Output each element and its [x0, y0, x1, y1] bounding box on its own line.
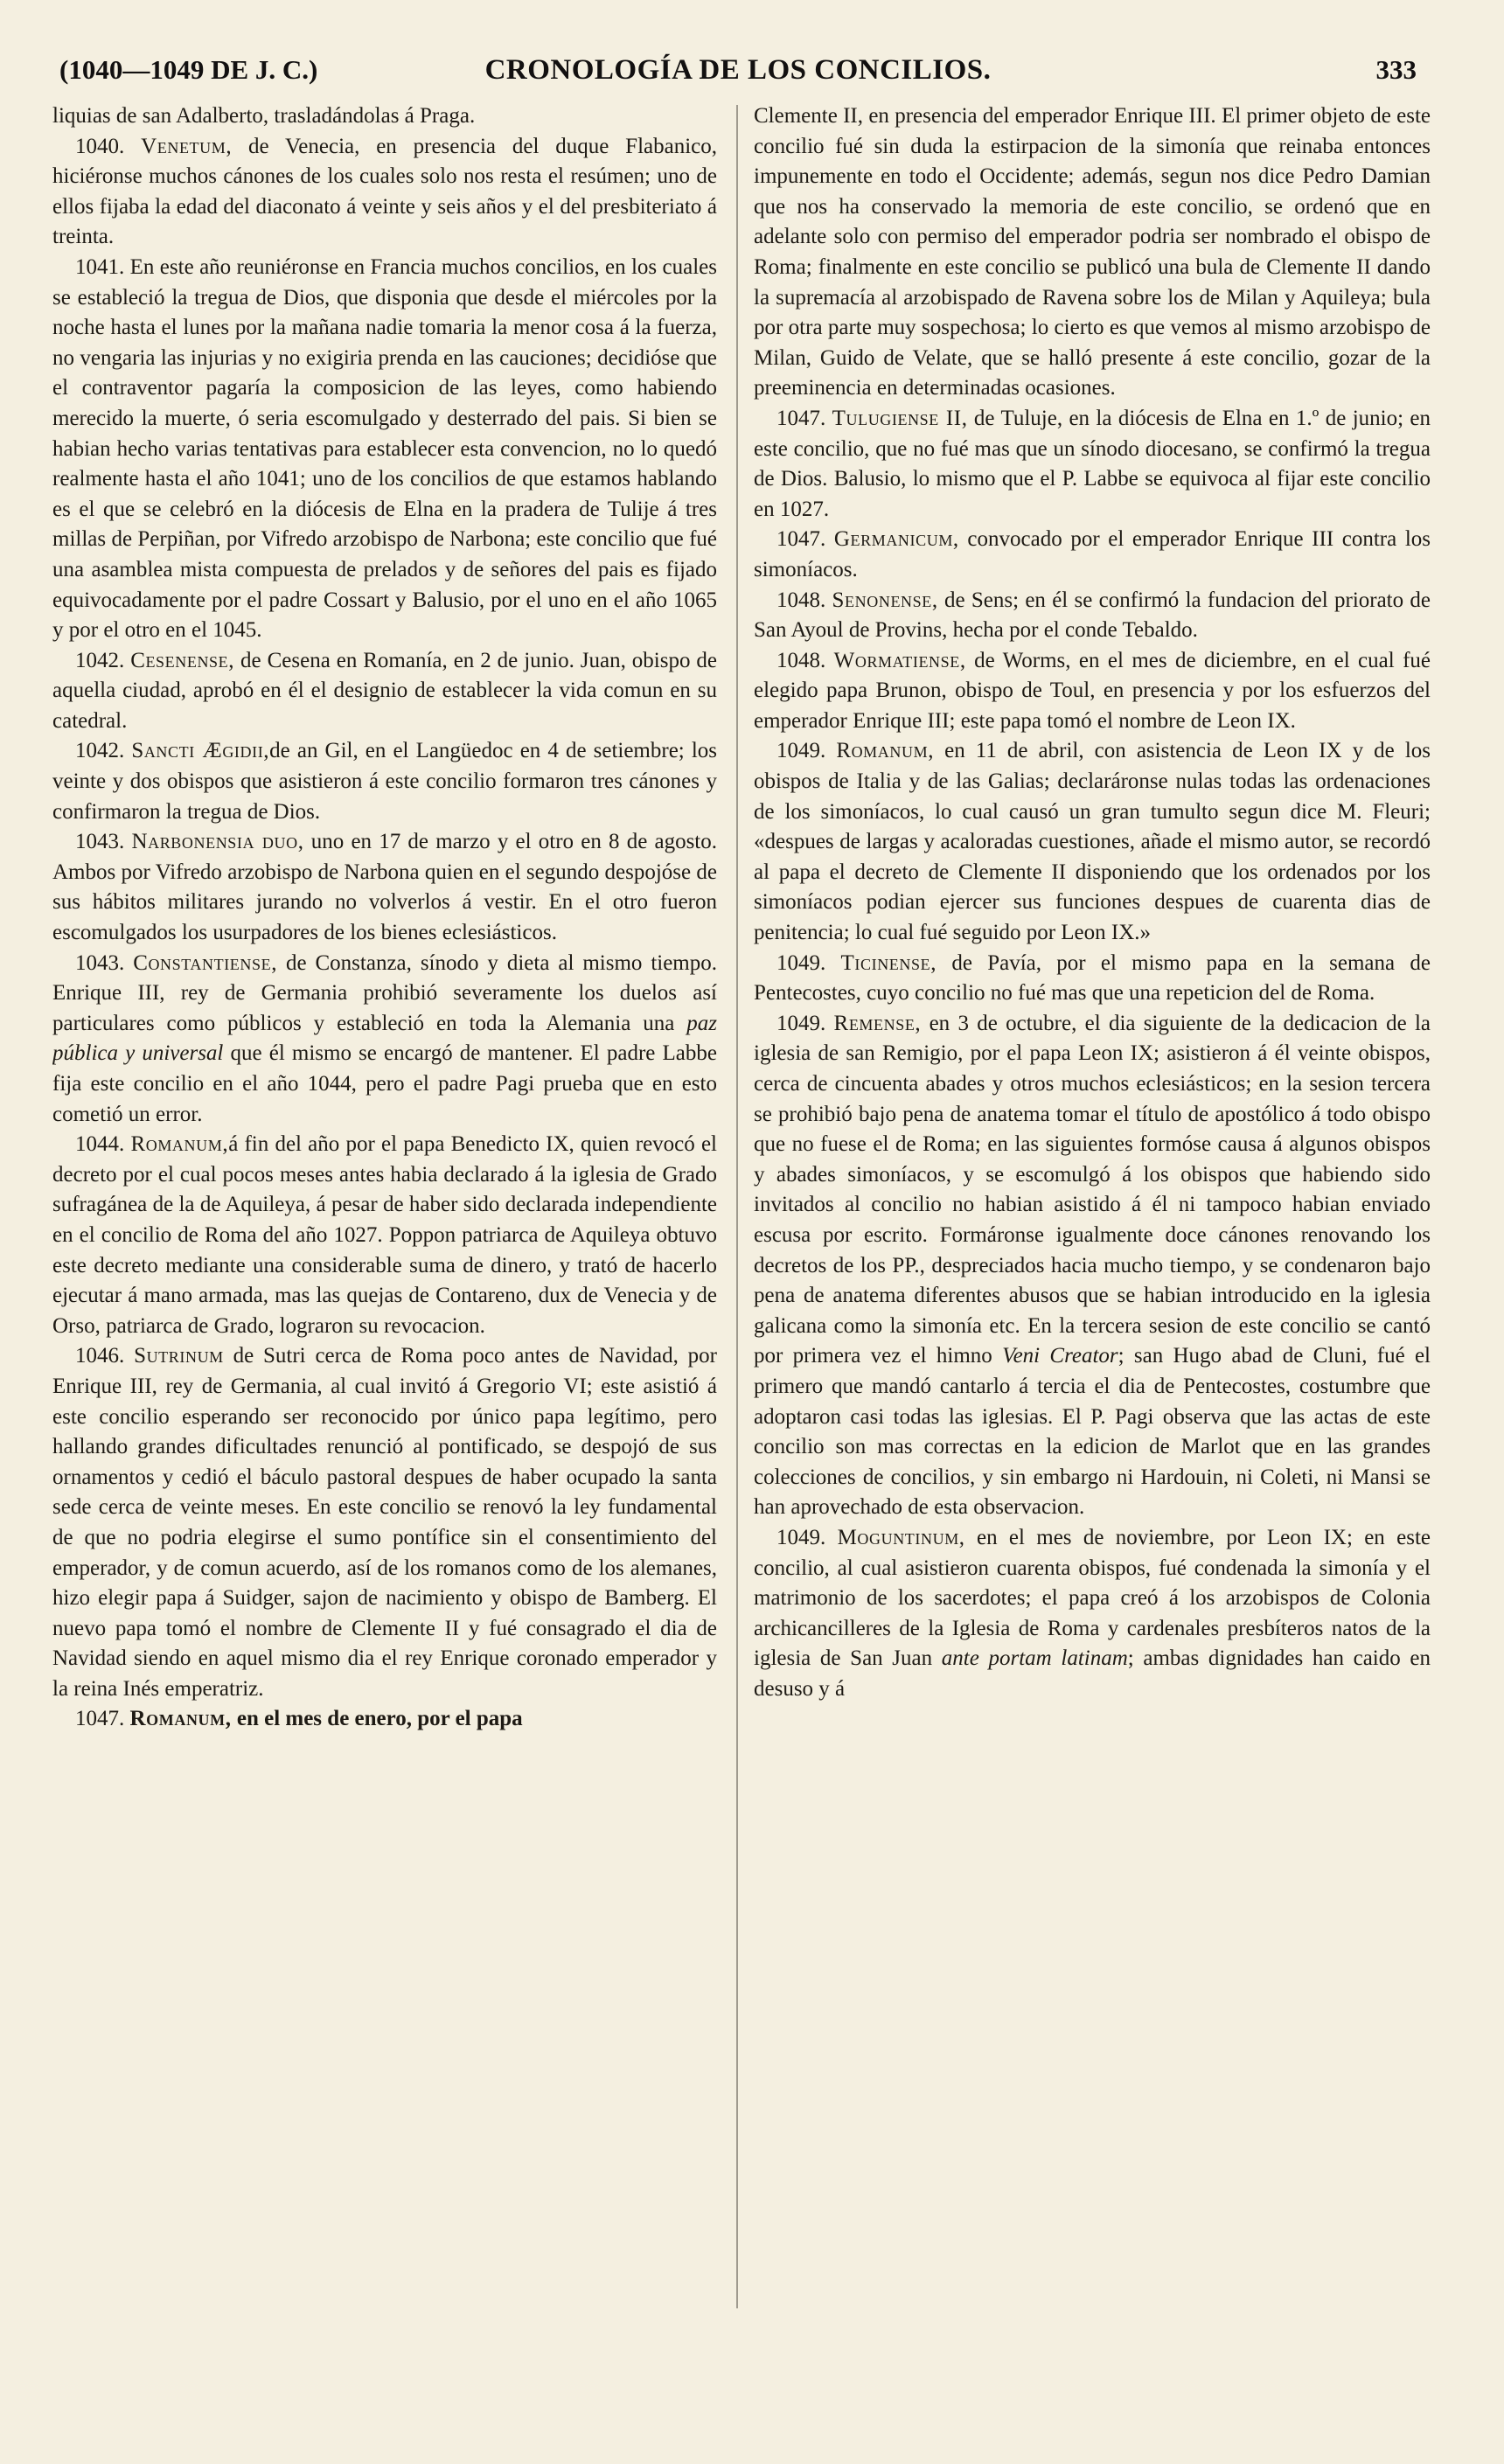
- council-name: Sancti Ægidii,: [131, 739, 270, 763]
- entry-text: de Sutri cerca de Roma poco antes de Navidad, por Enrique III, rey de Germania, al cual invitó á Gregorio VI; este asistió á este concilio esperando ser reconocido por único papa legítimo, pero hallando grandes dificultades renunció al pontificado, se despojó de sus ornamentos y cedió el báculo pastoral despues de haber ocupado la santa sede cerca de veinte meses. En este concilio se renovó la ley fundamental de que no podria elegirse el sumo pontífice sin el consentimiento del emperador, y de comun acuerdo, así de los romanos como de los alemanes, hizo elegir papa á Suidger, sajon de nacimiento y obispo de Bamberg. El nuevo papa tomó el nombre de Clemente II y fué consagrado el dia de Navidad siendo en aquel mismo dia el rey Enrique coronado emperador y la reina Inés emperatriz.: [52, 1344, 717, 1701]
- entry-1042-cesenense: [52, 646, 717, 737]
- council-name: Moguntinum,: [837, 1525, 965, 1549]
- entry-text: ; ambas dignidades han caido en desuso y á: [754, 1646, 1431, 1701]
- entry-1048-senonense: [754, 586, 1431, 646]
- entry-year: 1042.: [75, 648, 125, 672]
- entry-text: á fin del año por el papa Benedicto IX, quien revocó el decreto por el cual pocos meses antes habia declarado á la iglesia de Grado sufragánea de la de Aquileya, á pesar de haber sido declarada independiente en el concilio de Roma del año 1027. Poppon patriarca de Aquileya obtuvo este decreto mediante una considerable suma de dinero, y trató de hacerlo ejecutar á mano armada, mas las quejas de Contareno, dux de Venecia y de Orso, patriarca de Grado, lograron su revocacion.: [52, 1132, 717, 1338]
- entry-1047-tulugiense: [754, 404, 1431, 525]
- column-divider: [736, 105, 738, 2308]
- entry-text: uno en 17 de marzo y el otro en 8 de agosto. Ambos por Vifredo arzobispo de Narbona quien en el segundo despojóse de sus hábitos militares jurando no volverlos á vestir. En el otro fueron escomulgados los usurpadores de los bienes eclesiásticos.: [52, 830, 717, 945]
- entry-1047-romanum: [52, 1704, 717, 1735]
- council-name: Tulugiense II,: [832, 406, 968, 430]
- page-number: 333: [1375, 54, 1417, 85]
- council-name: Narbonensia duo,: [131, 830, 304, 854]
- council-name: Cesenense,: [130, 648, 235, 672]
- entry-text: en 11 de abril, con asistencia de Leon IX y de los obispos de Italia y de las Galias; declaráronse nulas todas las ordenaciones de los simoníacos, lo cual causó un gran tumulto segun dice M. Fleuri; «despues de largas y acaloradas cuestiones, añade el mismo autor, se recordó al papa el decreto de Clemente II disponiendo que los ordenados por los simoníacos podian ejercer sus funciones despues de cuarenta dias de penitencia; lo cual fué seguido por Leon IX.»: [754, 739, 1431, 945]
- entry-text: En este año reuniéronse en Francia muchos concilios, en los cuales se estableció la tregua de Dios, que disponia que desde el miércoles por la noche hasta el lunes por la mañana nadie tomaria la menor cosa á la fuerza, no vengaria las injurias y no exigiria prenda en las cauciones; decidióse que el contraventor pagaría la composicion de las leyes, como habiendo merecido la muerte, ó seria escomulgado y desterrado del pais. Si bien se habian hecho varias tentativas para establecer esta convencion, no lo quedó realmente hasta el año 1041; uno de los concilios de que estamos hablando es el que se celebró en la diócesis de Elna en la pradera de Tulije á tres millas de Perpiñan, por Vifredo arzobispo de Narbona; este concilio que fué una asamblea mista compuesta de prelados y de señores del pais es fijado equivocadamente por el padre Cossart y Balusio, por el uno en el año 1065 y por el otro en el 1045.: [52, 254, 717, 643]
- header-title: CRONOLOGÍA DE LOS CONCILIOS.: [484, 54, 992, 86]
- council-name: Venetum,: [141, 134, 233, 158]
- paragraph-continuation: [754, 101, 1431, 404]
- council-name: Wormatiense,: [833, 648, 966, 672]
- entry-1049-romanum: [754, 736, 1431, 948]
- council-name: Romanum,: [129, 1707, 232, 1731]
- entry-1046-sutrinum: [52, 1341, 717, 1704]
- italic-phrase: Veni Creator: [1002, 1344, 1118, 1368]
- entry-year: 1049.: [776, 950, 826, 975]
- entry-text: de Sens; en él se confirmó la fundacion del priorato de San Ayoul de Provins, hecha por el conde Tebaldo.: [754, 588, 1431, 643]
- entry-1044-romanum: [52, 1130, 717, 1341]
- entry-text: ; san Hugo abad de Cluni, fué el primero que mandó cantarlo á tercia el dia de Pentecostes, costumbre que adoptaron casi todas las iglesias. El P. Pagi observa que las actas de este concilio son mas correctas en la edicion de Marlot que en las grandes colecciones de concilios, y sin embargo ni Hardouin, ni Coleti, ni Mansi se han aprovechado de esta observacion.: [754, 1344, 1431, 1520]
- entry-text: de Venecia, en presencia del duque Flabanico, hiciéronse muchos cánones de los cuales solo nos resta el resúmen; uno de ellos fijaba la edad del diaconato á veinte y seis años y el del presbiteriato á treinta.: [52, 134, 717, 249]
- paragraph-text: Clemente II, en presencia del emperador Enrique III. El primer objeto de este concilio fué sin duda la estirpacion de la simonía que reinaba entonces impunemente en todo el Occidente; además, segun nos dice Pedro Damian que nos ha conservado la memoria de este concilio, se ordenó que en adelante solo con permiso del emperador podria ser nombrado el obispo de Roma; finalmente en este concilio se publicó una bula de Clemente II dando la supremacía al arzobispado de Ravena sobre los de Milan y Aquileya; bula por otra parte muy sospechosa; lo cierto es que vemos al mismo arzobispo de Milan, Guido de Velate, que se halló presente á este concilio, gozar de la preeminencia en determinadas ocasiones.: [754, 104, 1431, 400]
- entry-1041: [52, 253, 717, 646]
- entry-year: 1043.: [75, 830, 125, 854]
- entry-year: 1048.: [776, 648, 826, 672]
- entry-text: en 3 de octubre, el dia siguiente de la dedicacion de la iglesia de san Remigio, por el papa Leon IX; asistieron á él veinte obispos, cerca de cincuenta abades y otros muchos eclesiásticos; en la sesion tercera se prohibió bajo pena de anatema tomar el título de apostólico á todo obispo que no fuese el de Roma; en las siguientes formóse causa á algunos obispos y abades simoníacos, y se escomulgó á los obispos que habiendo sido invitados al concilio no habian asistido á él ni tampoco habian enviado escusa por escrito. Formáronse igualmente doce cánones renovando los decretos de los PP., despreciados hacia mucho tiempo, y se condenaron bajo pena de anatema diferentes abusos que se habian introducido en la iglesia galicana como la simonía etc. En la tercera sesion de este concilio se cantó por primera vez el himno: [754, 1011, 1431, 1368]
- entry-year: 1048.: [776, 588, 826, 612]
- right-column: [754, 101, 1431, 2375]
- council-name: Senonense,: [832, 588, 938, 612]
- entry-text: de Cesena en Romanía, en 2 de junio. Juan, obispo de aquella ciudad, aprobó en él el designio de establecer la vida comun en su catedral.: [52, 648, 717, 733]
- entry-year: 1042.: [75, 739, 125, 763]
- left-column: [52, 101, 717, 2375]
- council-name: Germanicum,: [833, 527, 959, 552]
- entry-year: 1040.: [75, 134, 125, 158]
- council-name: Remense,: [833, 1011, 922, 1035]
- council-name: Constantiense,: [133, 950, 278, 975]
- entry-year: 1044.: [75, 1132, 125, 1157]
- entry-text: en el mes de enero, por el papa: [231, 1707, 523, 1731]
- header-date-range: (1040—1049 DE J. C.): [59, 54, 318, 85]
- entry-year: 1046.: [75, 1344, 125, 1368]
- entry-text: convocado por el emperador Enrique III contra los simoníacos.: [754, 527, 1431, 581]
- entry-1049-remense: [754, 1009, 1431, 1523]
- entry-text: de Constanza, sínodo y dieta al mismo tiempo. Enrique III, rey de Germania prohibió severamente los duelos así particulares como públicos y estableció en toda la Alemania una: [52, 950, 717, 1035]
- entry-year: 1049.: [776, 739, 826, 763]
- entry-1049-moguntinum: [754, 1523, 1431, 1705]
- entry-year: 1043.: [75, 950, 125, 975]
- entry-year: 1049.: [776, 1525, 826, 1549]
- entry-year: 1041.: [75, 254, 125, 279]
- entry-1047-germanicum: [754, 525, 1431, 585]
- italic-phrase: paz pública y universal: [52, 1011, 717, 1066]
- entry-year: 1047.: [776, 527, 826, 552]
- entry-text: de Worms, en el mes de diciembre, en el cual fué elegido papa Brunon, obispo de Toul, en presencia y por los esfuerzos del emperador Enrique III; este papa tomó el nombre de Leon IX.: [754, 648, 1431, 733]
- entry-1048-wormatiense: [754, 646, 1431, 737]
- entry-1043-constantiense: [52, 949, 717, 1131]
- entry-text: de an Gil, en el Langüedoc en 4 de setiembre; los veinte y dos obispos que asistieron á este concilio formaron tres cánones y confirmaron la tregua de Dios.: [52, 739, 717, 824]
- entry-year: 1047.: [75, 1707, 125, 1731]
- council-name: Romanum,: [836, 739, 935, 763]
- entry-1049-ticinense: [754, 949, 1431, 1009]
- paragraph-text: liquias de san Adalberto, trasladándolas á Praga.: [52, 104, 476, 128]
- running-header: [59, 54, 1417, 96]
- entry-text: en el mes de noviembre, por Leon IX; en este concilio, al cual asistieron cuarenta obispos, fué condenada la simonía y el matrimonio de los sacerdotes; el papa creó á los arzobispos de Colonia archicancilleres de la Iglesia de Roma y cardenales presbíteros natos de la iglesia de San Juan: [754, 1525, 1431, 1671]
- entry-year: 1049.: [776, 1011, 826, 1035]
- council-name: Ticinense,: [840, 950, 937, 975]
- entry-1043-narbonensia: [52, 827, 717, 948]
- council-name: Sutrinum: [134, 1344, 224, 1368]
- entry-1040-venetum: [52, 132, 717, 253]
- paragraph-continuation: [52, 101, 717, 132]
- entry-text: de Pavía, por el mismo papa en la semana de Pentecostes, cuyo concilio no fué mas que una repeticion del de Roma.: [754, 950, 1431, 1006]
- italic-phrase: ante portam latinam: [941, 1646, 1128, 1671]
- entry-1042-sancti-aegidii: [52, 736, 717, 827]
- entry-text: de Tuluje, en la diócesis de Elna en 1.º de junio; en este concilio, que no fué mas que un sínodo diocesano, se confirmó la tregua de Dios. Balusio, lo mismo que el P. Labbe se equivoca al fijar este concilio en 1027.: [754, 406, 1431, 521]
- entry-year: 1047.: [776, 406, 826, 430]
- entry-text: que él mismo se encargó de mantener. El padre Labbe fija este concilio en el año 1044, pero el padre Pagi prueba que en esto cometió un error.: [52, 1041, 717, 1126]
- council-name: Romanum,: [130, 1132, 229, 1157]
